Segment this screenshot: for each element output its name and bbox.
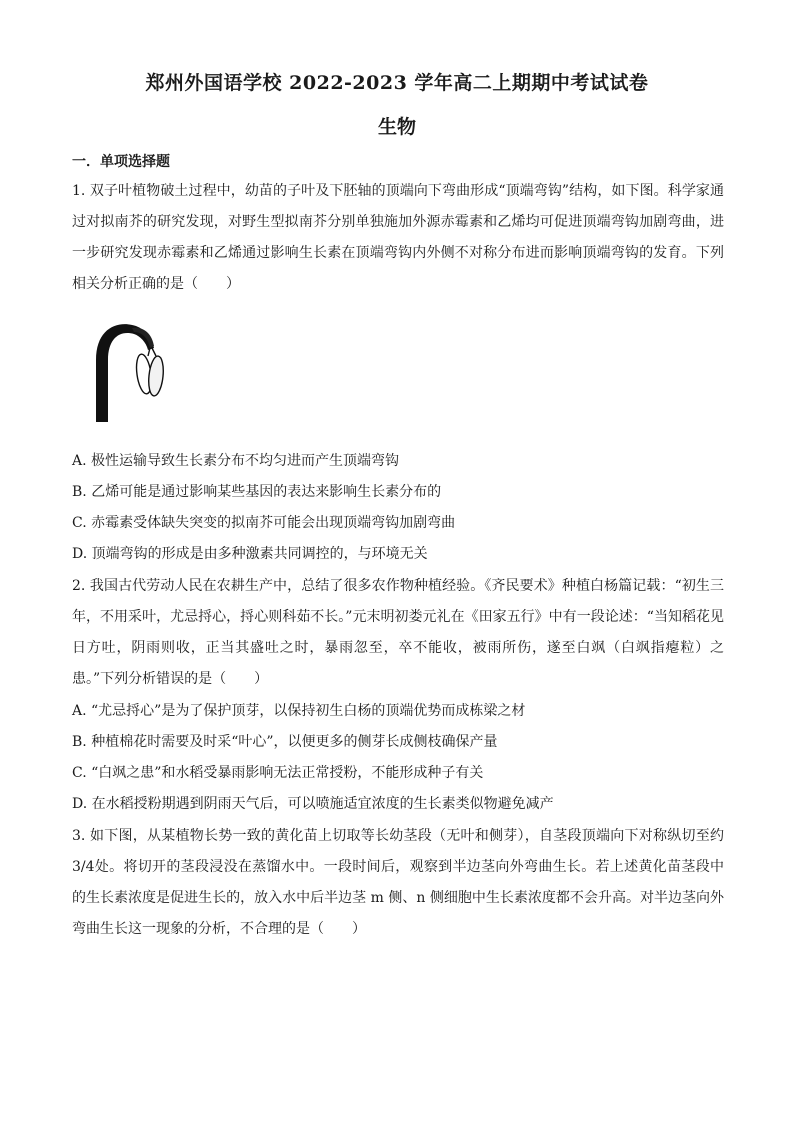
q2-option-d: D. 在水稻授粉期遇到阴雨天气后，可以喷施适宜浓度的生长素类似物避免减产 bbox=[72, 796, 554, 812]
apical-hook-figure bbox=[88, 318, 168, 424]
exam-title: 郑州外国语学校 2022-2023 学年高二上期期中考试试卷 bbox=[145, 72, 649, 94]
q2-option-b: B. 种植棉花时需要及时采“叶心”，以便更多的侧芽长成侧枝确保产量 bbox=[72, 734, 498, 750]
q1-option-c: C. 赤霉素受体缺失突变的拟南芥可能会出现顶端弯钩加剧弯曲 bbox=[72, 515, 456, 531]
question-2-stem: 2. 我国古代劳动人民在农耕生产中，总结了很多农作物种植经验。《齐民要术》种植白杨篇记载：“初生三年，不用采叶，尤忌捋心，捋心则科茹不长。”元末明初娄元礼在《田家五行》中有一段论述：“当知稻花见日方吐，阴雨则收，正当其盛吐之时，暴雨忽至，卒不能收，被雨所伤，遂至白飒（白飒指瘪粒）之患。”下列分析错误的是（ ） bbox=[72, 578, 724, 687]
section-heading: 一．单项选择题 bbox=[72, 154, 170, 170]
q2-option-c: C. “白飒之患”和水稻受暴雨影响无法正常授粉，不能形成种子有关 bbox=[72, 765, 484, 781]
question-1-stem: 1. 双子叶植物破土过程中，幼苗的子叶及下胚轴的顶端向下弯曲形成“顶端弯钩”结构，如下图。科学家通过对拟南芥的研究发现，对野生型拟南芥分别单独施加外源赤霉素和乙烯均可促进顶端弯钩加剧弯曲，进一步研究发现赤霉素和乙烯通过影响生长素在顶端弯钩内外侧不对称分布进而影响顶端弯钩的发育。下列相关分析正确的是（ ） bbox=[72, 183, 724, 292]
cotyledon-right bbox=[147, 355, 165, 396]
q2-option-a: A. “尤忌捋心”是为了保护顶芽，以保持初生白杨的顶端优势而成栋梁之材 bbox=[72, 703, 526, 719]
q1-option-b: B. 乙烯可能是通过影响某些基因的表达来影响生长素分布的 bbox=[72, 484, 442, 500]
q1-option-a: A. 极性运输导致生长素分布不均匀进而产生顶端弯钩 bbox=[72, 453, 400, 469]
cotyledon-petiole bbox=[148, 348, 156, 356]
question-3-stem: 3. 如下图，从某植物长势一致的黄化苗上切取等长幼茎段（无叶和侧芽），自茎段顶端向下对称纵切至约3/4处。将切开的茎段浸没在蒸馏水中。一段时间后，观察到半边茎向外弯曲生长。若上述黄化苗茎段中的生长素浓度是促进生长的，放入水中后半边茎 m 侧、n 侧细胞中生长素浓度都不会升高。对半边茎向外弯曲生长这一现象的分析，不合理的是（ ） bbox=[72, 828, 724, 937]
subject-title: 生物 bbox=[377, 116, 416, 138]
q1-option-d: D. 顶端弯钩的形成是由多种激素共同调控的，与环境无关 bbox=[72, 546, 428, 562]
